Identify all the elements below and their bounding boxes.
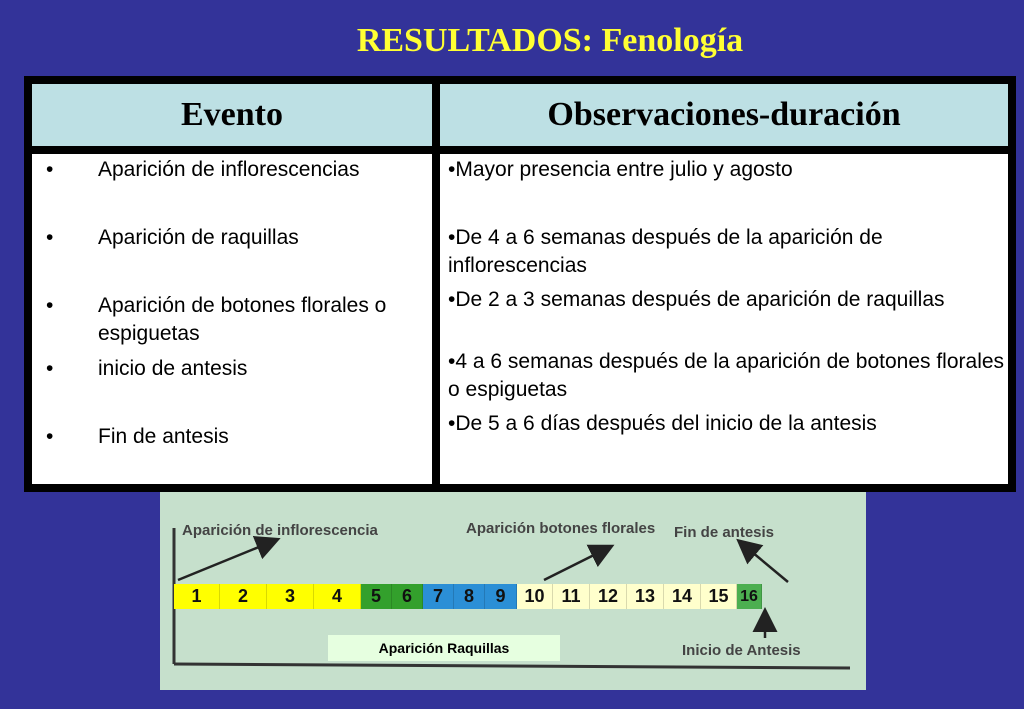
week-cell: 4 [314, 584, 361, 609]
observation-item: •Mayor presencia entre julio y agosto [448, 158, 793, 181]
label-raquillas: Aparición Raquillas [328, 635, 560, 661]
week-cell: 15 [701, 584, 737, 609]
events-column: • Aparición de inflorescencias • Aparición de raquillas • Aparición de botones florales o espiguetas • inicio de antesis • Fin de antesis [32, 154, 432, 484]
observation-item: •De 2 a 3 semanas después de aparición de raquillas [448, 288, 945, 311]
label-botones-florales: Aparición botones florales [466, 520, 656, 537]
week-cell: 16 [737, 584, 762, 609]
arrow-inflorescencia [178, 540, 276, 580]
observation-item: •De 4 a 6 semanas después de la aparición de inflorescencias [448, 226, 883, 277]
week-cell: 13 [627, 584, 664, 609]
label-inflorescencia: Aparición de inflorescencia [182, 522, 378, 539]
week-cell: 1 [174, 584, 220, 609]
label-fin-antesis: Fin de antesis [674, 524, 775, 541]
timeline-axis-horizontal [174, 664, 850, 668]
week-cell: 14 [664, 584, 701, 609]
phenology-timeline-diagram [160, 492, 866, 690]
observation-item: •De 5 a 6 días después del inicio de la antesis [448, 412, 877, 435]
week-cell: 3 [267, 584, 314, 609]
week-cell: 7 [423, 584, 454, 609]
label-inicio-antesis: Inicio de Antesis [682, 642, 801, 659]
arrow-botones [544, 547, 610, 580]
week-cell: 12 [590, 584, 627, 609]
week-cell: 11 [553, 584, 590, 609]
arrow-fin-antesis [740, 542, 788, 582]
week-cell: 10 [517, 584, 553, 609]
page-title: RESULTADOS: Fenología [356, 22, 744, 59]
week-cell: 2 [220, 584, 267, 609]
header-evento: Evento [32, 84, 432, 146]
observations-column [440, 154, 1008, 484]
week-cells [174, 584, 762, 609]
week-cell: 5 [361, 584, 392, 609]
week-cell: 8 [454, 584, 485, 609]
phenology-table [24, 76, 1016, 492]
observation-item: •4 a 6 semanas después de la aparición de botones florales o espiguetas [448, 350, 1005, 401]
header-observaciones: Observaciones-duración [440, 84, 1008, 146]
week-cell: 9 [485, 584, 517, 609]
week-cell: 6 [392, 584, 423, 609]
